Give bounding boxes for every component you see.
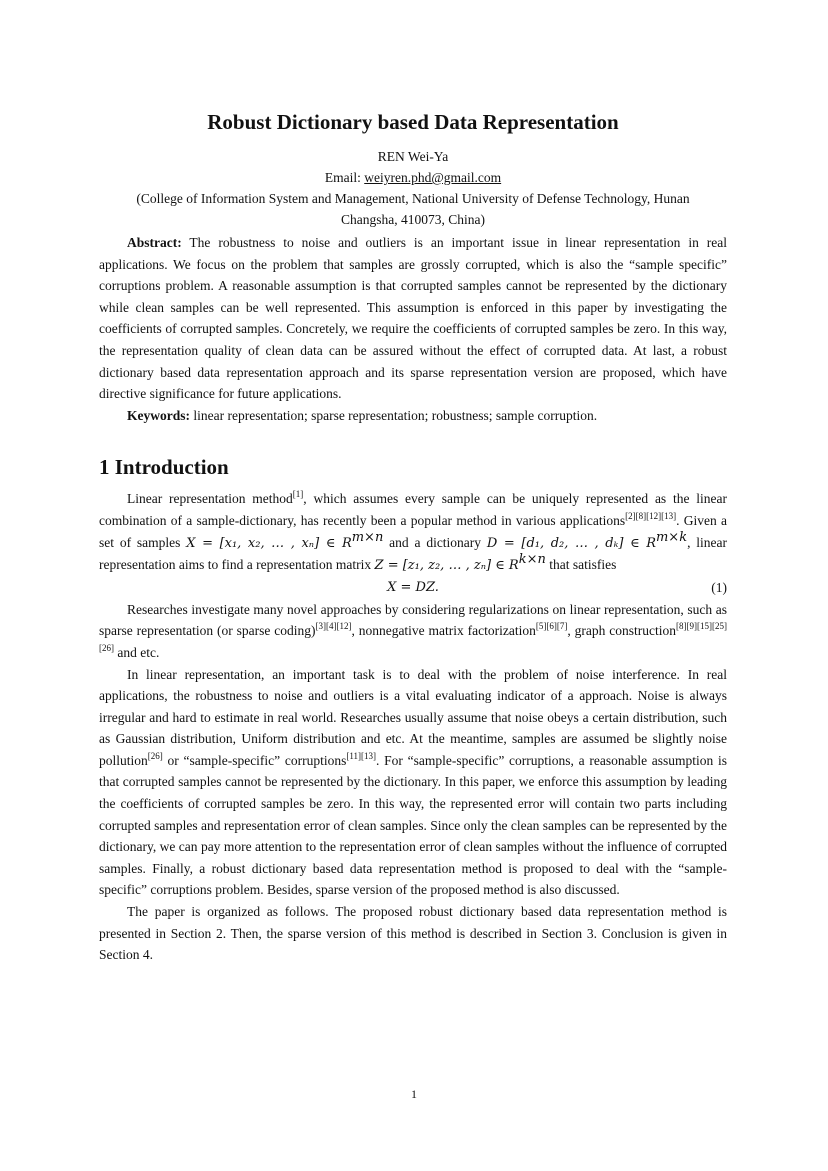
paragraph-2: [99, 599, 727, 664]
author-name: REN Wei-Ya: [377, 149, 449, 164]
keywords-text: linear representation; sparse representation; robustness; sample corruption.: [193, 407, 598, 423]
p1-text-d: and a dictionary: [389, 534, 482, 550]
citation[interactable]: [26]: [147, 750, 163, 761]
equation-1: [99, 577, 727, 599]
math-dictionary-sup: m×k: [655, 529, 688, 545]
p2-text-d: and etc.: [117, 644, 160, 660]
citation[interactable]: [5][6][7]: [535, 621, 568, 632]
p1-text-e: , linear representation aims to find a representation matrix: [99, 534, 728, 573]
section-heading-introduction: 1 Introduction: [99, 455, 229, 480]
math-samples: X = [x₁, x₂, … , xₙ] ∈ R: [186, 535, 352, 551]
citation[interactable]: [8][9][15][25][26]: [99, 621, 727, 653]
citation[interactable]: [3][4][12]: [315, 621, 352, 632]
math-representation: Z = [z₁, z₂, … , zₙ] ∈ R: [374, 558, 519, 574]
p3-text-c: . For “sample-specific” corruptions, a reasonable assumption is that corrupted samples cannot be represented by the dictionary. In this paper, we enforce this assumption by leading the coefficients of corrupted samples be zero. In this way, the represented error will contain two parts including corrupted samples and representation error of clean samples. Since only the clean samples can be represented by the dictionary, we can pay more attention to the representation error of clean samples without the influence of corrupted samples. Finally, a robust dictionary based data representation method is proposed to deal with the “sample-specific” corruptions problem. Besides, sparse version of the proposed method is also discussed.: [99, 752, 728, 898]
math-samples-sup: m×n: [351, 529, 384, 545]
p1-text-c: . Given a set of samples: [99, 512, 727, 550]
affiliation-line-1: (College of Information System and Management, National University of Defense Technology, Hunan: [136, 191, 690, 206]
abstract: [99, 232, 727, 405]
email-link[interactable]: weiyren.phd@gmail.com: [364, 170, 502, 185]
p1-text-a: Linear representation method: [127, 491, 293, 507]
page-number: 1: [411, 1087, 417, 1101]
p3-text-a: In linear representation, an important task is to deal with the problem of noise interference. In real applications, the robustness to noise and outliers is a vital evaluating indicator of a approach. Noise is always irregular and hard to estimate in real world. Researches usually assume that noise obeys a certain distribution, such as Gaussian distribution, Uniform distribution and etc. At the meantime, samples are assumed be slightly noise pollution: [99, 666, 727, 768]
citation[interactable]: [1]: [292, 489, 304, 500]
abstract-text: The robustness to noise and outliers is an important issue in linear representation in real applications. We focus on the problem that samples are grossly corrupted, which is also the “sample specific” corruptions problem. A reasonable assumption is that corrupted samples cannot be represented by the dictionary while clean samples can be well represented. This assumption is enforced in this paper by investigating the coefficients of corrupted samples. Concretely, we require the coefficients of corrupted samples be zero. In this way, the representation quality of clean data can be assured without the effect of corrupted data. At last, a robust dictionary based data representation approach and its sparse representation version are proposed, which have directive significance for future applications.: [99, 235, 727, 402]
keywords-label: Keywords:: [127, 407, 190, 423]
affiliation-line-2: Changsha, 410073, China): [341, 212, 485, 227]
citation[interactable]: [2][8][12][13]: [625, 510, 677, 521]
paragraph-4: The paper is organized as follows. The proposed robust dictionary based data representation method is presented in Section 2. Then, the sparse version of this method is described in Section 3. Conclusion is given in Section 4.: [99, 904, 727, 963]
author-email-line: [99, 167, 727, 188]
paragraph-1: [99, 488, 727, 576]
paragraph-3: [99, 664, 727, 902]
p2-text-a: Researches investigate many novel approaches by considering regularizations on linear representation, such as sparse representation (or sparse coding): [99, 601, 727, 639]
p2-text-c: , graph construction: [567, 623, 677, 639]
equation-1-body: X = DZ.: [387, 579, 439, 595]
equation-1-number: (1): [711, 579, 727, 595]
p1-text-f: that satisfies: [549, 557, 617, 573]
email-label: Email:: [324, 170, 361, 185]
paper-page: [99, 108, 727, 966]
keywords: [99, 405, 727, 427]
abstract-label: Abstract:: [127, 235, 182, 250]
paper-title: Robust Dictionary based Data Representation: [207, 110, 619, 134]
p1-text-b: , which assumes every sample can be uniquely represented as the linear combination of a sample-dictionary, has recently been a popular method in various applications: [99, 491, 728, 528]
p2-text-b: , nonnegative matrix factorization: [351, 623, 536, 639]
math-dictionary: D = [d₁, d₂, … , dₖ] ∈ R: [486, 535, 656, 551]
p3-text-b: or “sample-specific” corruptions: [167, 752, 347, 768]
math-representation-sup: k×n: [518, 552, 546, 568]
citation[interactable]: [11][13]: [346, 750, 377, 761]
